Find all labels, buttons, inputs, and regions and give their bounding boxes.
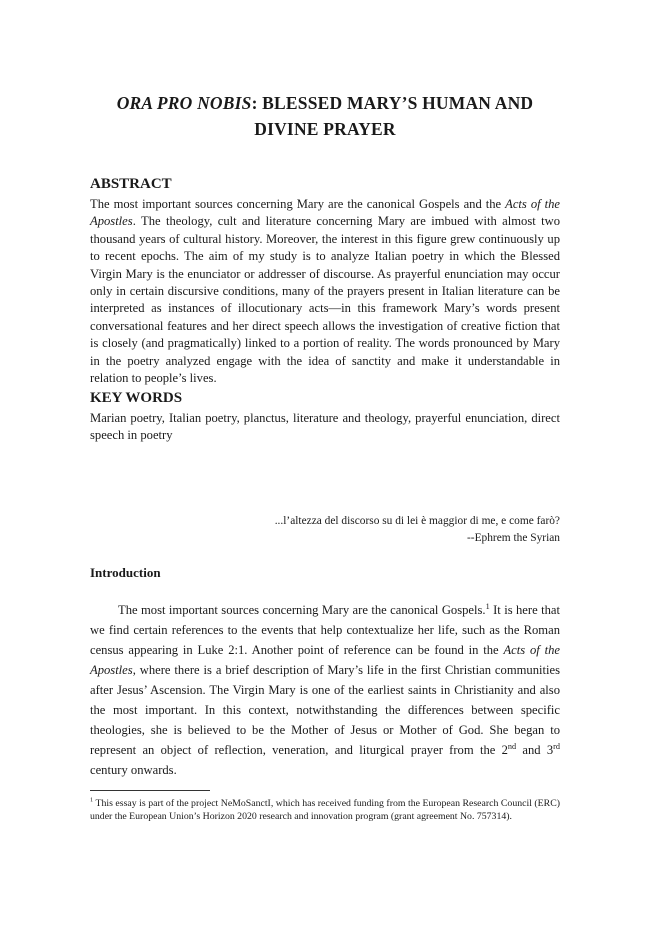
keywords-text: Marian poetry, Italian poetry, planctus, literature and theology, prayerful enunciation, direct speech in poetry	[90, 411, 560, 443]
title-italic: ORA PRO NOBIS	[116, 93, 252, 113]
intro-text-part: , where there is a brief description of Mary’s life in the first Christian communities after Jesus’ Ascension. The Virgin Mary is one of the earliest saints in Christianity and also the most important. In this context, notwithstanding the differences between specific theologies, she is believed to be the Mother of Jesus or Mother of God. She began to represent an object of reflection, veneration, and liturgical prayer from the 2	[90, 663, 560, 757]
intro-italic-acts: Acts of the Apostles	[90, 643, 560, 677]
abstract-text-part: The most important sources concerning Mary are the canonical Gospels and the	[90, 197, 506, 211]
epigraph-attribution: --Ephrem the Syrian	[467, 532, 560, 544]
intro-text-part: century onwards.	[90, 763, 177, 777]
intro-text-part: It is here that we find certain references to the events that help contextualize her life, such as the Roman census appearing in Luke 2:1. Another point of reference can be found in the	[90, 603, 560, 657]
introduction-paragraph	[90, 600, 560, 780]
footnote-reference[interactable]: 1	[485, 601, 490, 611]
title-line1-rest: : BLESSED MARY’S HUMAN AND	[251, 93, 534, 113]
intro-text-part: The most important sources concerning Mary are the canonical Gospels.	[118, 603, 486, 617]
footnote-separator	[90, 790, 210, 791]
abstract-heading: ABSTRACT	[90, 176, 172, 192]
epigraph	[90, 513, 560, 547]
abstract-italic-acts: Acts of the Apostles	[90, 197, 560, 229]
abstract-text	[90, 196, 560, 387]
epigraph-quote: ...l’altezza del discorso su di lei è maggior di me, e come farò?	[274, 515, 560, 527]
keywords-heading: KEY WORDS	[90, 390, 183, 406]
ordinal-suffix: nd	[507, 741, 517, 751]
intro-text-part: and 3	[516, 743, 554, 757]
abstract-text-part: . The theology, cult and literature concerning Mary are imbued with almost two thousand years of cultural history. Moreover, the interest in this figure grew continuously up to recent epochs. The aim of my study is to analyze Italian poetry in which the Blessed Virgin Mary is the enunciator or addresser of discourse. As prayerful enunciation may occur only in certain discursive conditions, many of the prayers present in Italian literature can be interpreted as instances of illocutionary acts—in this framework Mary’s words present conversational features and her direct speech allows the investigation of creative fiction that is closely (and pragmatically) linked to a portion of reality. The words pronounced by Mary in the poetry analyzed engage with the idea of sanctity and make it understandable in relation to people’s lives.	[90, 214, 560, 386]
ordinal-suffix: rd	[553, 741, 560, 751]
footnote-text: This essay is part of the project NeMoSanctI, which has received funding from the European Research Council (ERC) under the European Union’s Horizon 2020 research and innovation program (grant agreement No. 757314).	[90, 798, 560, 823]
introduction-heading: Introduction	[90, 565, 161, 580]
paper-title	[90, 90, 560, 142]
footnote-mark: 1	[90, 796, 94, 804]
title-line2: DIVINE PRAYER	[254, 119, 396, 139]
footnote	[90, 797, 560, 824]
